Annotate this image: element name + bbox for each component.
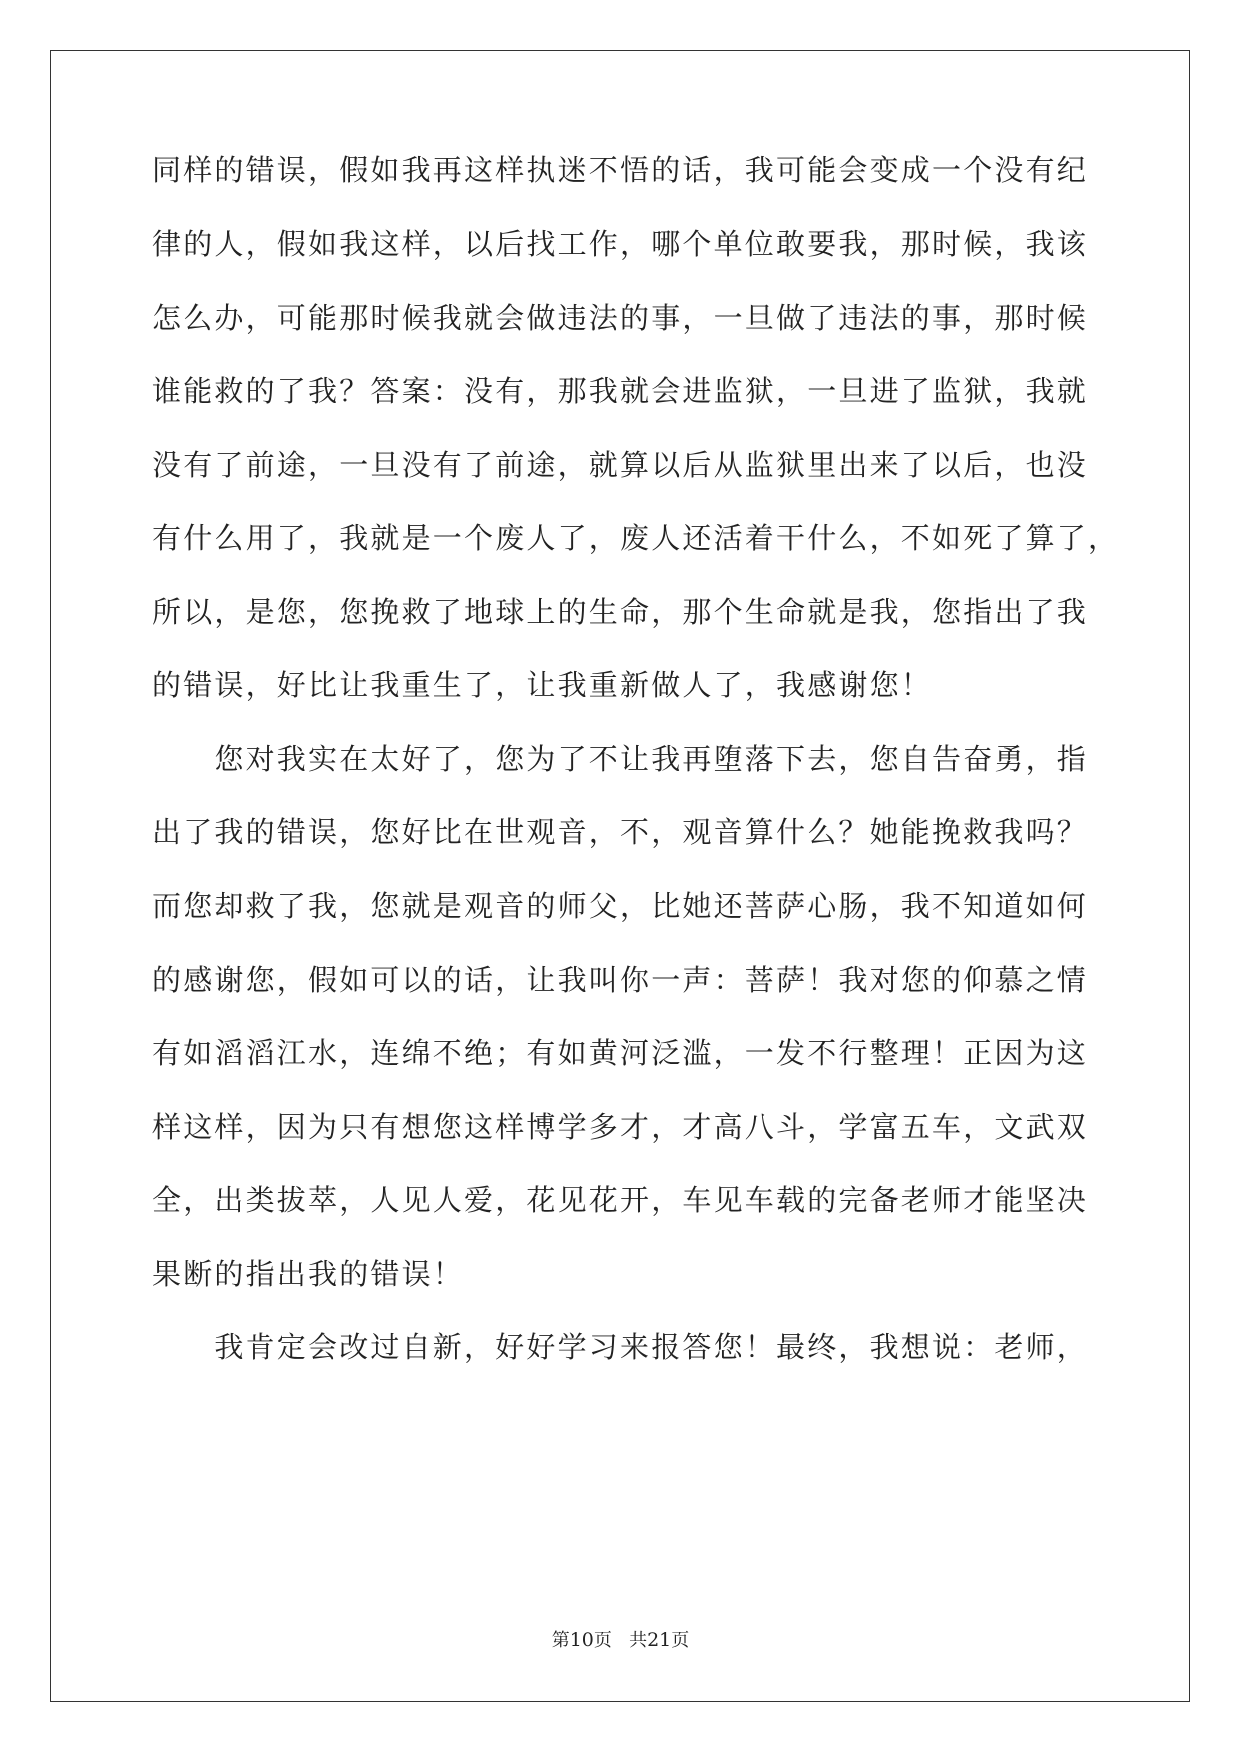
text-line: 律的人，假如我这样，以后找工作，哪个单位敢要我，那时候，我该 bbox=[152, 227, 1089, 261]
text-line: 您对我实在太好了，您为了不让我再堕落下去，您自告奋勇，指 bbox=[152, 742, 1089, 776]
text-line: 谁能救的了我？答案：没有，那我就会进监狱，一旦进了监狱，我就 bbox=[152, 374, 1089, 408]
text-line: 没有了前途，一旦没有了前途，就算以后从监狱里出来了以后，也没 bbox=[152, 448, 1089, 482]
text-line: 样这样，因为只有想您这样博学多才，才高八斗，学富五车，文武双 bbox=[152, 1110, 1089, 1144]
text-line: 有如滔滔江水，连绵不绝；有如黄河泛滥，一发不行整理！正因为这 bbox=[152, 1036, 1089, 1070]
text-line: 我肯定会改过自新，好好学习来报答您！最终，我想说：老师， bbox=[152, 1330, 1089, 1364]
total-pages: 21 bbox=[647, 1629, 672, 1651]
page-footer bbox=[0, 1628, 1241, 1653]
text-line: 全，出类拔萃，人见人爱，花见花开，车见车载的完备老师才能坚决 bbox=[152, 1183, 1089, 1217]
text-line: 的错误，好比让我重生了，让我重新做人了，我感谢您！ bbox=[152, 668, 933, 702]
total-suffix: 页 bbox=[671, 1630, 690, 1651]
total-prefix: 共 bbox=[629, 1630, 648, 1651]
page-suffix: 页 bbox=[593, 1630, 612, 1651]
text-line: 的感谢您，假如可以的话，让我叫你一声：菩萨！我对您的仰慕之情 bbox=[152, 963, 1089, 997]
text-line: 出了我的错误，您好比在世观音，不，观音算什么？她能挽救我吗？ bbox=[152, 815, 1089, 849]
page-number: 10 bbox=[569, 1629, 594, 1651]
text-line: 有什么用了，我就是一个废人了，废人还活着干什么，不如死了算了， bbox=[152, 521, 1120, 555]
text-line: 所以，是您，您挽救了地球上的生命，那个生命就是我，您指出了我 bbox=[152, 595, 1089, 629]
text-line: 果断的指出我的错误！ bbox=[152, 1257, 465, 1291]
text-line: 同样的错误，假如我再这样执迷不悟的话，我可能会变成一个没有纪 bbox=[152, 153, 1089, 187]
text-line: 而您却救了我，您就是观音的师父，比她还菩萨心肠，我不知道如何 bbox=[152, 889, 1089, 923]
page-prefix: 第 bbox=[551, 1630, 570, 1651]
text-line: 怎么办，可能那时候我就会做违法的事，一旦做了违法的事，那时候 bbox=[152, 301, 1089, 335]
